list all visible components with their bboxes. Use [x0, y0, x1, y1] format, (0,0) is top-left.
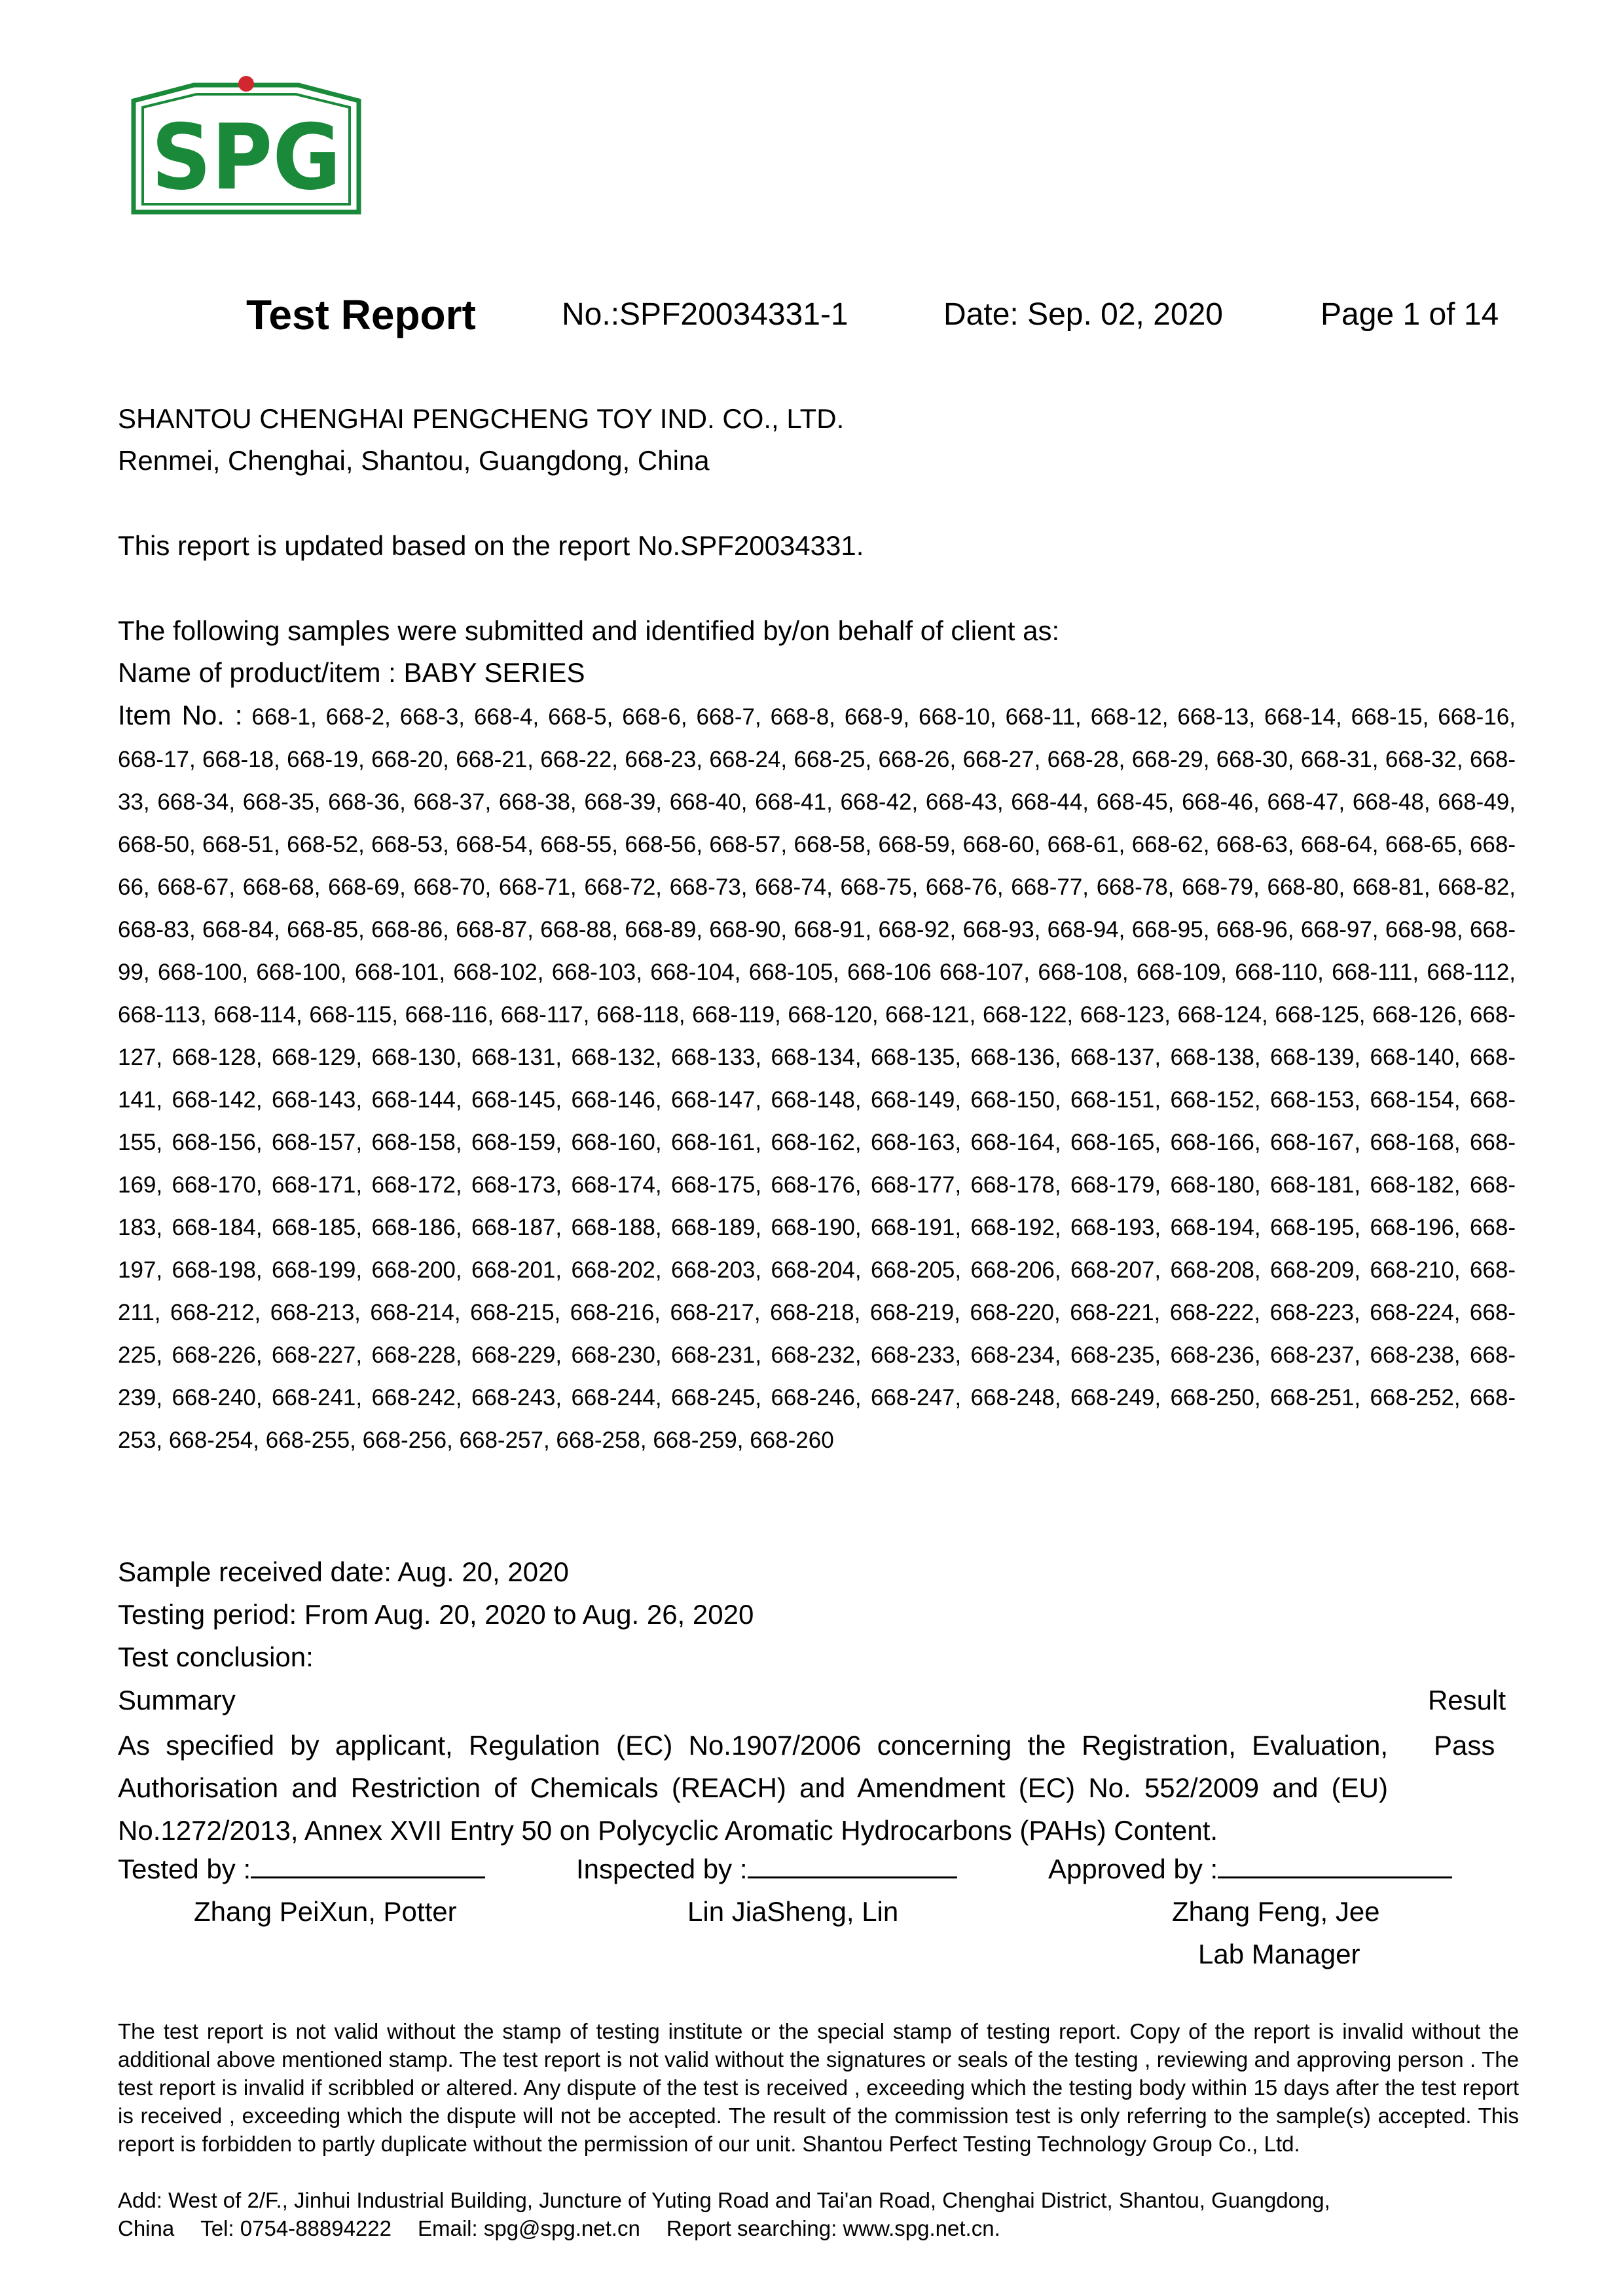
- svg-text:SPG: SPG: [151, 105, 341, 210]
- inspected-signature-line: [748, 1850, 957, 1878]
- tested-by: [118, 1850, 485, 1889]
- inspected-by-label: Inspected by :: [576, 1854, 748, 1884]
- approved-by: [1048, 1850, 1452, 1889]
- page-indicator: Page 1 of 14: [1321, 297, 1499, 332]
- tested-signature-line: [251, 1850, 485, 1878]
- item-label: Item No. :: [118, 700, 243, 730]
- result-header: Result: [1427, 1685, 1506, 1715]
- disclaimer: The test report is not valid without the stamp of testing institute or the special stamp of testing report. Copy of the report is invalid without the additional above mentioned stamp. The test report is not valid without the signatures or seals of the testing , reviewing and approving person . The test report is invalid if scribbled or altered. Any dispute of the test is received , exceeding which the testing body within 15 days after the test report is received , exceeding which the dispute will not be accepted. The result of the commission test is only referring to the sample(s) accepted. This report is forbidden to partly duplicate without the permission of our unit. Shantou Perfect Testing Technology Group Co., Ltd.: [118, 2019, 1519, 2156]
- samples-intro: The following samples were submitted and identified by/on behalf of client as:: [118, 615, 1060, 646]
- report-date: Date: Sep. 02, 2020: [943, 297, 1223, 332]
- received-date: Sample received date: Aug. 20, 2020: [118, 1556, 569, 1587]
- conclusion-label: Test conclusion:: [118, 1641, 314, 1672]
- address-line: Add: West of 2/F., Jinhui Industrial Building, Juncture of Yuting Road and Tai'an Road, Chenghai District, Shantou, Guangdong,: [118, 2188, 1330, 2212]
- footer-address: [118, 2186, 1519, 2242]
- spg-logo: [128, 73, 364, 217]
- tested-by-name: Zhang PeiXun, Potter: [194, 1896, 457, 1927]
- summary-header-row: [118, 1681, 1506, 1720]
- approved-by-title: Lab Manager: [1198, 1939, 1360, 1969]
- product-name: Name of product/item : BABY SERIES: [118, 657, 585, 688]
- client-name: SHANTOU CHENGHAI PENGCHENG TOY IND. CO., LTD.: [118, 403, 845, 434]
- update-note: This report is updated based on the report No.SPF20034331.: [118, 530, 864, 561]
- report-title: Test Report: [246, 291, 476, 338]
- report-number: No.:SPF20034331-1: [562, 297, 848, 332]
- telephone: Tel: 0754-88894222: [200, 2216, 392, 2240]
- summary-header: Summary: [118, 1685, 236, 1715]
- approved-by-label: Approved by :: [1048, 1854, 1218, 1884]
- approved-by-name: Zhang Feng, Jee: [1172, 1896, 1380, 1927]
- client-address: Renmei, Chenghai, Shantou, Guangdong, China: [118, 445, 710, 476]
- item-numbers: [118, 694, 1516, 1462]
- conclusion-text: As specified by applicant, Regulation (EC) No.1907/2006 concerning the Registration, Evaluation, Authorisation and Restriction of Chemicals (REACH) and Amendment (EC) No. 552/2009 and (EU) No.1272/2013, Annex XVII Entry 50 on Polycyclic Aromatic Hydrocarbons (PAHs) Content.: [118, 1730, 1388, 1846]
- item-number-list: 668-1, 668-2, 668-3, 668-4, 668-5, 668-6, 668-7, 668-8, 668-9, 668-10, 668-11, 668-12, 668-13, 668-14, 668-15, 668-16, 668-17, 668-18, 668-19, 668-20, 668-21, 668-22, 668-23, 668-24, 668-25, 668-26, 668-27, 668-28, 668-29, 668-30, 668-31, 668-32, 668-33, 668-34, 668-35, 668-36, 668-37, 668-38, 668-39, 668-40, 668-41, 668-42, 668-43, 668-44, 668-45, 668-46, 668-47, 668-48, 668-49, 668-50, 668-51, 668-52, 668-53, 668-54, 668-55, 668-56, 668-57, 668-58, 668-59, 668-60, 668-61, 668-62, 668-63, 668-64, 668-65, 668-66, 668-67, 668-68, 668-69, 668-70, 668-71, 668-72, 668-73, 668-74, 668-75, 668-76, 668-77, 668-78, 668-79, 668-80, 668-81, 668-82, 668-83, 668-84, 668-85, 668-86, 668-87, 668-88, 668-89, 668-90, 668-91, 668-92, 668-93, 668-94, 668-95, 668-96, 668-97, 668-98, 668-99, 668-100, 668-100, 668-101, 668-102, 668-103, 668-104, 668-105, 668-106 668-107, 668-108, 668-109, 668-110, 668-111, 668-112, 668-113, 668-114, 668-115, 668-116, 668-117, 668-118, 668-119, 668-120, 668-121, 668-122, 668-123, 668-124, 668-125, 668-126, 668-127, 668-128, 668-129, 668-130, 668-131, 668-132, 668-133, 668-134, 668-135, 668-136, 668-137, 668-138, 668-139, 668-140, 668-141, 668-142, 668-143, 668-144, 668-145, 668-146, 668-147, 668-148, 668-149, 668-150, 668-151, 668-152, 668-153, 668-154, 668-155, 668-156, 668-157, 668-158, 668-159, 668-160, 668-161, 668-162, 668-163, 668-164, 668-165, 668-166, 668-167, 668-168, 668-169, 668-170, 668-171, 668-172, 668-173, 668-174, 668-175, 668-176, 668-177, 668-178, 668-179, 668-180, 668-181, 668-182, 668-183, 668-184, 668-185, 668-186, 668-187, 668-188, 668-189, 668-190, 668-191, 668-192, 668-193, 668-194, 668-195, 668-196, 668-197, 668-198, 668-199, 668-200, 668-201, 668-202, 668-203, 668-204, 668-205, 668-206, 668-207, 668-208, 668-209, 668-210, 668-211, 668-212, 668-213, 668-214, 668-215, 668-216, 668-217, 668-218, 668-219, 668-220, 668-221, 668-222, 668-223, 668-224, 668-225, 668-226, 668-227, 668-228, 668-229, 668-230, 668-231, 668-232, 668-233, 668-234, 668-235, 668-236, 668-237, 668-238, 668-239, 668-240, 668-241, 668-242, 668-243, 668-244, 668-245, 668-246, 668-247, 668-248, 668-249, 668-250, 668-251, 668-252, 668-253, 668-254, 668-255, 668-256, 668-257, 668-258, 668-259, 668-260: [118, 704, 1516, 1453]
- conclusion-result: Pass: [1434, 1730, 1495, 1761]
- testing-period: Testing period: From Aug. 20, 2020 to Aug. 26, 2020: [118, 1599, 754, 1630]
- approved-signature-line: [1218, 1850, 1452, 1878]
- report-header: [0, 285, 1623, 344]
- tested-by-label: Tested by :: [118, 1854, 251, 1884]
- contact-line: [118, 2214, 1519, 2242]
- report-search: Report searching: www.spg.net.cn.: [666, 2216, 1000, 2240]
- email: Email: spg@spg.net.cn: [417, 2216, 640, 2240]
- inspected-by: [576, 1850, 957, 1889]
- inspected-by-name: Lin JiaSheng, Lin: [687, 1896, 899, 1927]
- country: China: [118, 2216, 175, 2240]
